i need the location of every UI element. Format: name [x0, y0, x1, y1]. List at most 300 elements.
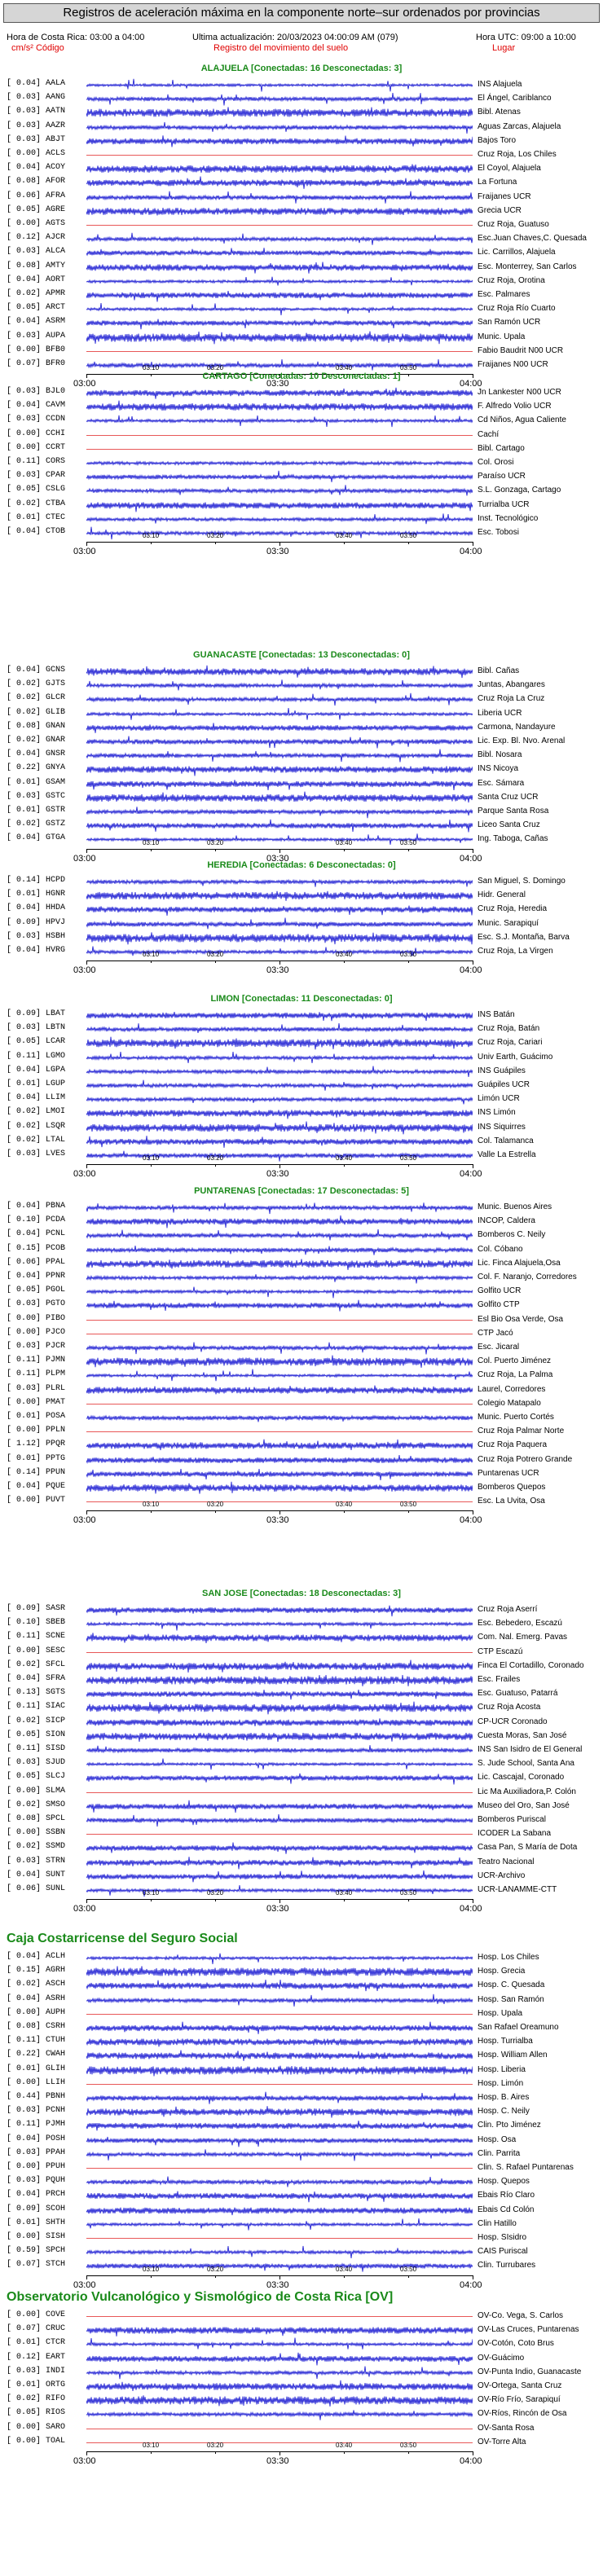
station-row[interactable]	[0, 1369, 603, 1383]
station-row[interactable]	[0, 1121, 603, 1135]
station-code: [ 0.09] SCOH	[7, 2204, 66, 2213]
trace-line	[86, 1356, 473, 1368]
axis-minor-label: 03:40	[336, 364, 353, 372]
station-row[interactable]	[0, 1827, 603, 1841]
station-row[interactable]	[0, 665, 603, 679]
station-row[interactable]	[0, 2175, 603, 2189]
station-row[interactable]	[0, 1856, 603, 1870]
axis-minor-label: 03:10	[143, 2265, 160, 2273]
axis-minor-tick	[151, 1899, 152, 1901]
station-row[interactable]	[0, 442, 603, 456]
trace-line	[86, 1675, 473, 1686]
station-row[interactable]	[0, 1135, 603, 1149]
axis-minor-label: 03:10	[143, 1154, 160, 1163]
station-row[interactable]	[0, 1383, 603, 1397]
station-location: Cruz Roja Potrero Grande	[478, 1454, 573, 1464]
waveform-offline	[86, 1646, 473, 1659]
station-row[interactable]	[0, 1341, 603, 1355]
trace-line	[86, 2246, 473, 2258]
station-code: [ 0.00] SESC	[7, 1646, 66, 1655]
station-row[interactable]	[0, 721, 603, 735]
last-update: Ultima actualización: 20/03/2023 04:00:09 AM (079)	[192, 33, 398, 42]
station-row[interactable]	[0, 414, 603, 428]
station-row[interactable]	[0, 2231, 603, 2245]
station-code: [ 0.11] PJMH	[7, 2120, 66, 2130]
station-row[interactable]	[0, 1646, 603, 1659]
station-row[interactable]	[0, 1786, 603, 1800]
trace-line	[86, 736, 473, 749]
station-row[interactable]	[0, 875, 603, 889]
station-row[interactable]	[0, 1065, 603, 1079]
station-row[interactable]	[0, 791, 603, 805]
page-title: Registros de aceleración máxima en la componente norte–sur ordenados por provincias	[63, 6, 540, 20]
station-code: [ 0.03] SJUD	[7, 1758, 66, 1768]
axis-minor-label: 03:50	[400, 364, 417, 372]
trace-line	[86, 917, 473, 929]
trace-line	[86, 276, 473, 285]
station-row[interactable]	[0, 106, 603, 120]
waveform-trace	[86, 1716, 473, 1730]
station-code: [ 0.04] ACLH	[7, 1952, 66, 1961]
station-location: Inst. Tecnológico	[478, 513, 539, 523]
station-row[interactable]	[0, 763, 603, 776]
station-row[interactable]	[0, 777, 603, 791]
station-row[interactable]	[0, 805, 603, 819]
station-row[interactable]	[0, 1397, 603, 1411]
trace-line	[86, 679, 473, 690]
station-location: Turrialba UCR	[478, 499, 530, 509]
station-row[interactable]	[0, 735, 603, 749]
station-row[interactable]	[0, 2323, 603, 2337]
station-code: [ 0.04] GNSR	[7, 750, 66, 759]
station-row[interactable]	[0, 92, 603, 106]
station-row[interactable]	[0, 1201, 603, 1215]
axis-minor-tick	[344, 1510, 345, 1513]
station-location: CTP Escazú	[478, 1646, 523, 1656]
station-row[interactable]	[0, 2049, 603, 2063]
station-row[interactable]	[0, 1730, 603, 1743]
section-title: HEREDIA [Conectadas: 6 Desconectadas: 0]	[207, 860, 396, 870]
waveform-trace	[86, 665, 473, 679]
station-location: Cruz Roja Acosta	[478, 1703, 541, 1712]
trace-line	[86, 233, 473, 245]
station-location: Hosp. Upala	[478, 2008, 523, 2018]
waveform-trace	[86, 512, 473, 526]
station-row[interactable]	[0, 345, 603, 358]
station-row[interactable]	[0, 2119, 603, 2133]
station-row[interactable]	[0, 833, 603, 846]
station-code: [ 0.11] CTUH	[7, 2036, 66, 2046]
section-title: Caja Costarricense del Seguro Social	[7, 1932, 238, 1945]
station-code: [ 0.02] GJTS	[7, 679, 66, 689]
station-row[interactable]	[0, 1495, 603, 1509]
axis-minor-tick	[408, 961, 409, 963]
station-row[interactable]	[0, 1716, 603, 1730]
station-row[interactable]	[0, 1425, 603, 1439]
station-row[interactable]	[0, 191, 603, 204]
axis-tick-label: 03:30	[266, 853, 289, 864]
station-location: Ing. Taboga, Cañas	[478, 834, 548, 844]
station-row[interactable]	[0, 232, 603, 246]
station-row[interactable]	[0, 2259, 603, 2273]
station-row[interactable]	[0, 1243, 603, 1257]
station-row[interactable]	[0, 2422, 603, 2436]
trace-line	[86, 1774, 473, 1785]
trace-line	[86, 791, 473, 802]
station-row[interactable]	[0, 261, 603, 275]
station-row[interactable]	[0, 470, 603, 484]
station-row[interactable]	[0, 2380, 603, 2394]
station-row[interactable]	[0, 1439, 603, 1453]
station-row[interactable]	[0, 1453, 603, 1467]
trace-line	[86, 1759, 473, 1770]
station-code: [ 0.04] LLIM	[7, 1093, 66, 1103]
station-row[interactable]	[0, 1603, 603, 1617]
waveform-offline	[86, 2310, 473, 2323]
station-code: [ 0.12] EART	[7, 2352, 66, 2362]
trace-line	[86, 1469, 473, 1480]
station-code: [ 0.03] INDI	[7, 2366, 66, 2376]
station-location: Bibl. Nosara	[478, 750, 522, 760]
axis-tick-label: 03:30	[266, 1169, 289, 1180]
station-row[interactable]	[0, 2394, 603, 2407]
waveform-trace	[86, 499, 473, 512]
station-code: [ 0.08] AFOR	[7, 177, 66, 187]
station-code: [ 0.01] GSTR	[7, 806, 66, 815]
station-code: [ 0.00] PJCO	[7, 1327, 66, 1337]
station-row[interactable]	[0, 331, 603, 345]
station-row[interactable]	[0, 275, 603, 288]
waveform-offline	[86, 2007, 473, 2021]
station-row[interactable]	[0, 512, 603, 526]
station-row[interactable]	[0, 1313, 603, 1327]
station-row[interactable]	[0, 218, 603, 232]
station-row[interactable]	[0, 1771, 603, 1785]
station-row[interactable]	[0, 749, 603, 763]
station-row[interactable]	[0, 1743, 603, 1757]
station-row[interactable]	[0, 1411, 603, 1425]
station-row[interactable]	[0, 2161, 603, 2175]
station-location: OV-Torre Alta	[478, 2437, 526, 2446]
station-row[interactable]	[0, 358, 603, 372]
trace-line	[86, 1440, 473, 1450]
station-code: [ 0.22] CWAH	[7, 2050, 66, 2059]
trace-line	[86, 2039, 473, 2047]
station-code: [ 0.05] ARCT	[7, 303, 66, 313]
axis-minor-tick	[408, 542, 409, 544]
station-row[interactable]	[0, 2035, 603, 2049]
station-row[interactable]	[0, 1257, 603, 1271]
station-row[interactable]	[0, 1149, 603, 1163]
station-code: [ 0.04] POSH	[7, 2134, 66, 2143]
station-row[interactable]	[0, 1757, 603, 1771]
station-code: [ 0.00] CCRT	[7, 442, 66, 452]
station-row[interactable]	[0, 1951, 603, 1965]
axis-tick	[86, 1510, 87, 1514]
axis-tick-label: 04:00	[460, 2456, 482, 2466]
station-code: [ 0.03] AUPA	[7, 331, 66, 341]
station-row[interactable]	[0, 1659, 603, 1673]
trace-line	[86, 2218, 473, 2231]
station-row[interactable]	[0, 2021, 603, 2035]
station-location: Hosp. William Allen	[478, 2051, 548, 2060]
station-row[interactable]	[0, 204, 603, 218]
trace-line	[86, 388, 473, 399]
station-row[interactable]	[0, 78, 603, 92]
station-row[interactable]	[0, 1481, 603, 1495]
station-location: Cruz Roja Río Cuarto	[478, 304, 556, 314]
station-location: Bajos Toro	[478, 135, 517, 145]
station-row[interactable]	[0, 2366, 603, 2380]
station-row[interactable]	[0, 2077, 603, 2091]
trace-line	[86, 1369, 473, 1382]
trace-line	[86, 1690, 473, 1699]
axis-minor-tick	[344, 961, 345, 963]
station-row[interactable]	[0, 1617, 603, 1631]
station-code: [ 0.02] GLIB	[7, 707, 66, 717]
station-code: [ 0.03] PCNH	[7, 2106, 66, 2116]
waveform-trace	[86, 1631, 473, 1645]
station-row[interactable]	[0, 1215, 603, 1229]
station-row[interactable]	[0, 917, 603, 931]
station-row[interactable]	[0, 1467, 603, 1481]
station-row[interactable]	[0, 679, 603, 692]
trace-line	[86, 2121, 473, 2130]
waveform-trace	[86, 791, 473, 805]
trace-line	[86, 502, 473, 512]
station-row[interactable]	[0, 707, 603, 721]
station-location: OV-Co. Vega, S. Carlos	[478, 2311, 564, 2320]
station-row[interactable]	[0, 1979, 603, 1993]
station-row[interactable]	[0, 1299, 603, 1312]
station-location: INS Batán	[478, 1010, 515, 1019]
waveform-trace	[86, 1383, 473, 1397]
station-row[interactable]	[0, 1884, 603, 1897]
station-code: [ 0.15] PCOB	[7, 1243, 66, 1253]
station-row[interactable]	[0, 1051, 603, 1065]
waveform-trace	[86, 302, 473, 316]
station-location: Lic. Cascajal, Coronado	[478, 1773, 565, 1783]
trace-line	[86, 248, 473, 256]
station-code: [ 0.01] LGUP	[7, 1079, 66, 1088]
station-code: [ 0.06] SUNL	[7, 1884, 66, 1893]
station-row[interactable]	[0, 162, 603, 176]
station-location: Cd Niños, Agua Caliente	[478, 415, 566, 425]
station-row[interactable]	[0, 1271, 603, 1285]
station-row[interactable]	[0, 456, 603, 470]
axis-minor-tick	[151, 1164, 152, 1167]
station-location: OV-Cotón, Coto Brus	[478, 2339, 554, 2349]
waveform-trace	[86, 692, 473, 706]
station-location: CP-UCR Coronado	[478, 1717, 548, 1726]
waveform-trace	[86, 2105, 473, 2119]
station-row[interactable]	[0, 148, 603, 162]
waveform-trace	[86, 1659, 473, 1673]
station-row[interactable]	[0, 2064, 603, 2077]
station-code: [ 0.03] GSTC	[7, 791, 66, 801]
station-row[interactable]	[0, 1009, 603, 1022]
station-location: INS Alajuela	[478, 80, 522, 89]
station-row[interactable]	[0, 1022, 603, 1036]
station-row[interactable]	[0, 692, 603, 706]
trace-line	[86, 2366, 473, 2379]
station-row[interactable]	[0, 1994, 603, 2007]
axis-minor-label: 03:10	[143, 838, 160, 846]
station-row[interactable]	[0, 1870, 603, 1884]
station-location: Clin. Turrubares	[478, 2261, 536, 2270]
station-code: [ 0.10] SBEB	[7, 1618, 66, 1628]
trace-line	[86, 331, 473, 344]
station-row[interactable]	[0, 176, 603, 190]
axis-minor-label: 03:10	[143, 951, 160, 959]
station-row[interactable]	[0, 2436, 603, 2450]
station-location: Clin. S. Rafael Puntarenas	[478, 2163, 574, 2172]
waveform-trace	[86, 191, 473, 204]
station-row[interactable]	[0, 931, 603, 945]
axis-minor-label: 03:20	[207, 2265, 224, 2273]
station-row[interactable]	[0, 1631, 603, 1645]
station-row[interactable]	[0, 2245, 603, 2259]
trace-line	[86, 750, 473, 763]
trace-line	[86, 1745, 473, 1752]
waveform-trace	[86, 2064, 473, 2077]
waveform-trace	[86, 2366, 473, 2380]
station-row[interactable]	[0, 1092, 603, 1106]
waveform-trace	[86, 903, 473, 917]
station-row[interactable]	[0, 1841, 603, 1855]
station-row[interactable]	[0, 2337, 603, 2351]
station-row[interactable]	[0, 499, 603, 512]
axis-minor-label: 03:20	[207, 838, 224, 846]
trace-line	[86, 1967, 473, 1976]
station-code: [ 0.00] PPLN	[7, 1426, 66, 1435]
station-code: [ 0.13] SGTS	[7, 1688, 66, 1698]
station-location: Esc. Frailes	[478, 1675, 521, 1684]
station-code: [ 0.14] HCPD	[7, 876, 66, 885]
trace-line	[86, 486, 473, 496]
trace-line	[86, 2092, 473, 2104]
axis-tick-label: 03:00	[73, 1515, 96, 1526]
station-location: S. Jude School, Santa Ana	[478, 1759, 574, 1769]
station-code: [ 0.11] SISD	[7, 1744, 66, 1753]
waveform-trace	[86, 1355, 473, 1369]
station-row[interactable]	[0, 2147, 603, 2161]
waveform-trace	[86, 176, 473, 190]
station-location: Hosp. C. Neily	[478, 2107, 530, 2117]
trace-line	[86, 108, 473, 117]
station-row[interactable]	[0, 484, 603, 498]
station-row[interactable]	[0, 2007, 603, 2021]
station-row[interactable]	[0, 2352, 603, 2366]
waveform-trace	[86, 2352, 473, 2366]
station-location: Esc. Guatuso, Patarrá	[478, 1689, 558, 1699]
station-location: Finca El Cortadillo, Coronado	[478, 1660, 584, 1670]
station-row[interactable]	[0, 2407, 603, 2421]
station-code: [ 0.04] HHDA	[7, 903, 66, 913]
station-code: [ 0.00] AGTS	[7, 219, 66, 228]
station-row[interactable]	[0, 1813, 603, 1827]
waveform-trace	[86, 2147, 473, 2161]
axis-tick-label: 04:00	[460, 1904, 482, 1914]
station-code: [ 0.04] ASRH	[7, 1994, 66, 2003]
station-row[interactable]	[0, 134, 603, 148]
station-row[interactable]	[0, 2310, 603, 2323]
trace-line	[86, 401, 473, 411]
station-row[interactable]	[0, 889, 603, 903]
station-row[interactable]	[0, 2204, 603, 2218]
station-row[interactable]	[0, 386, 603, 400]
trace-line	[86, 1287, 473, 1299]
station-code: [ 0.03] AAZR	[7, 121, 66, 130]
trace-line	[86, 121, 473, 133]
station-row[interactable]	[0, 246, 603, 260]
station-location: Esc. Monterrey, San Carlos	[478, 262, 577, 271]
station-row[interactable]	[0, 819, 603, 833]
axis-minor-tick	[344, 849, 345, 851]
station-row[interactable]	[0, 1355, 603, 1369]
axis-minor-label: 03:40	[336, 2265, 353, 2273]
station-row[interactable]	[0, 2134, 603, 2147]
waveform-trace	[86, 275, 473, 288]
station-row[interactable]	[0, 945, 603, 959]
station-row[interactable]	[0, 288, 603, 302]
station-row[interactable]	[0, 526, 603, 540]
station-row[interactable]	[0, 1701, 603, 1715]
station-row[interactable]	[0, 1327, 603, 1341]
station-row[interactable]	[0, 429, 603, 442]
station-row[interactable]	[0, 2218, 603, 2231]
station-code: [ 0.15] AGRH	[7, 1966, 66, 1976]
station-code: [ 0.03] AATN	[7, 107, 66, 116]
station-code: [ 0.01] CTCR	[7, 2338, 66, 2348]
axis-minor-label: 03:40	[336, 838, 353, 846]
station-row[interactable]	[0, 2091, 603, 2105]
utc-time-range: Hora UTC: 09:00 a 10:00	[476, 33, 576, 42]
station-location: Clin. Parrita	[478, 2148, 521, 2158]
station-code: [ 0.07] CRUC	[7, 2324, 66, 2334]
axis-tick-label: 03:30	[266, 1904, 289, 1914]
station-location: S.L. Gonzaga, Cartago	[478, 486, 561, 495]
station-row[interactable]	[0, 1673, 603, 1687]
waveform-trace	[86, 1439, 473, 1453]
station-row[interactable]	[0, 2189, 603, 2203]
station-location: Lic Ma Auxiliadora,P. Colón	[478, 1787, 576, 1796]
station-row[interactable]	[0, 1229, 603, 1242]
station-row[interactable]	[0, 302, 603, 316]
station-row[interactable]	[0, 1800, 603, 1813]
waveform-offline	[86, 1827, 473, 1841]
waveform-offline	[86, 148, 473, 162]
station-row[interactable]	[0, 400, 603, 414]
waveform-trace	[86, 763, 473, 776]
station-row[interactable]	[0, 2105, 603, 2119]
station-row[interactable]	[0, 903, 603, 917]
waveform-trace	[86, 1979, 473, 1993]
station-row[interactable]	[0, 1106, 603, 1120]
station-row[interactable]	[0, 1079, 603, 1092]
time-axis	[0, 2442, 603, 2473]
station-row[interactable]	[0, 1036, 603, 1050]
station-row[interactable]	[0, 316, 603, 330]
station-row[interactable]	[0, 1687, 603, 1701]
station-row[interactable]	[0, 121, 603, 134]
axis-tick	[86, 849, 87, 853]
station-location: ICODER La Sabana	[478, 1829, 552, 1839]
station-row[interactable]	[0, 1965, 603, 1979]
station-location: Cruz Roja, Orotina	[478, 275, 545, 285]
station-row[interactable]	[0, 1285, 603, 1299]
station-location: OV-Punta Indio, Guanacaste	[478, 2367, 582, 2376]
